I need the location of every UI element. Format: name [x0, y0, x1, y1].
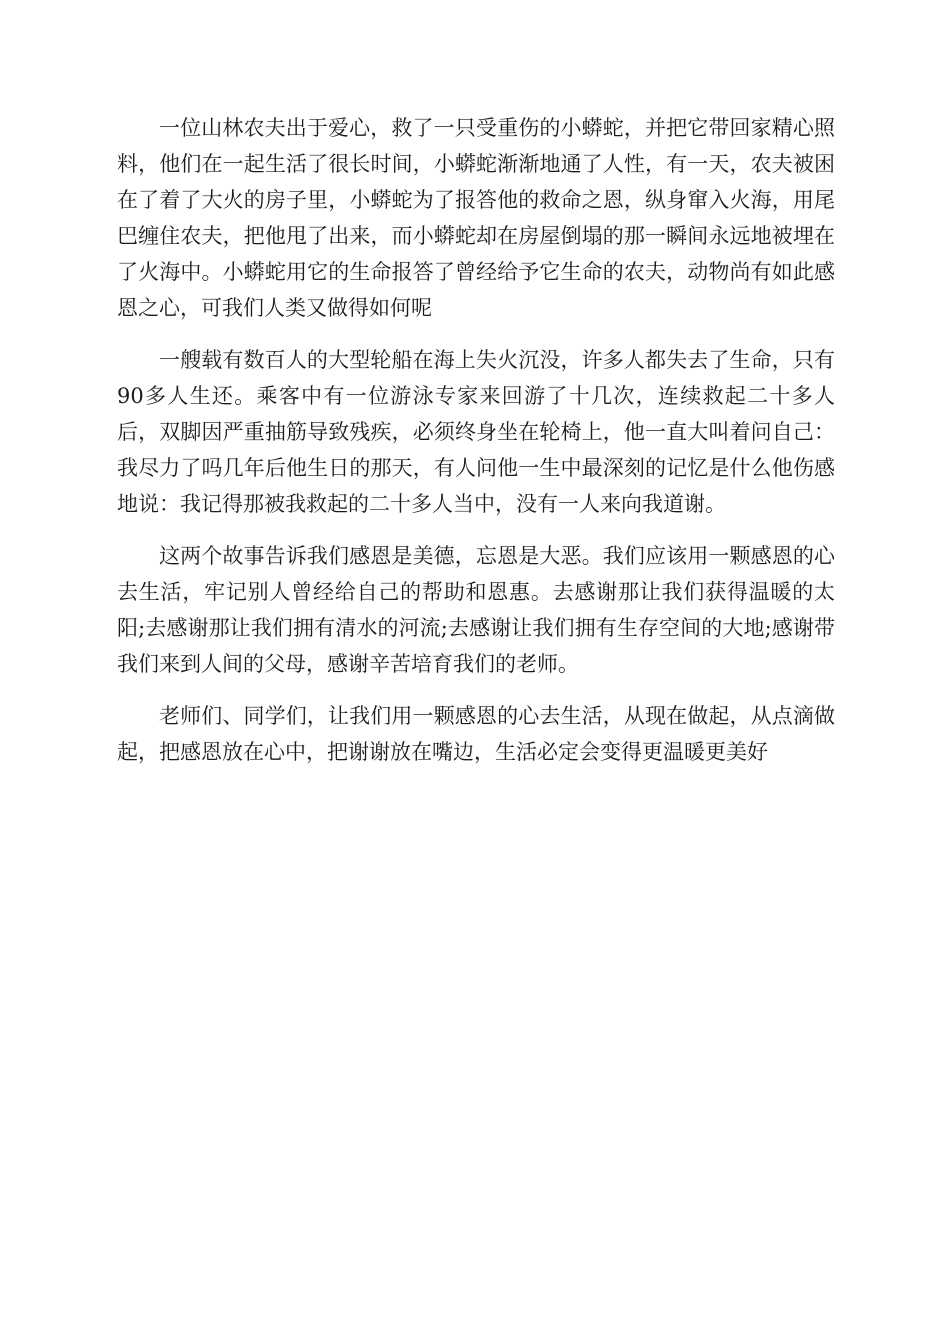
paragraph-ship-story: 一艘载有数百人的大型轮船在海上失火沉没，许多人都失去了生命，只有90多人生还。乘客中有一位游泳专家来回游了十几次，连续救起二十多人后，双脚因严重抽筋导致残疾，必须终身坐在轮椅上，他一直大叫着问自己：我尽力了吗几年后他生日的那天，有人问他一生中最深刻的记忆是什么他伤感地说：我记得那被我救起的二十多人当中，没有一人来向我道谢。 — [117, 348, 835, 516]
paragraph-gratitude-message: 这两个故事告诉我们感恩是美德，忘恩是大恶。我们应该用一颗感恩的心去生活，牢记别人曾经给自己的帮助和恩惠。去感谢那让我们获得温暖的太阳;去感谢那让我们拥有清水的河流;去感谢让我们拥有生存空间的大地;感谢带我们来到人间的父母，感谢辛苦培育我们的老师。 — [117, 544, 835, 676]
paragraph-python-story: 一位山林农夫出于爱心，救了一只受重伤的小蟒蛇，并把它带回家精心照料，他们在一起生活了很长时间，小蟒蛇渐渐地通了人性，有一天，农夫被困在了着了大火的房子里，小蟒蛇为了报答他的救命之恩，纵身窜入火海，用尾巴缠住农夫，把他甩了出来，而小蟒蛇却在房屋倒塌的那一瞬间永远地被埋在了火海中。小蟒蛇用它的生命报答了曾经给予它生命的农夫，动物尚有如此感恩之心，可我们人类又做得如何呢 — [117, 116, 835, 320]
paragraph-closing-appeal: 老师们、同学们，让我们用一颗感恩的心去生活，从现在做起，从点滴做起，把感恩放在心中，把谢谢放在嘴边，生活必定会变得更温暖更美好 — [117, 704, 835, 764]
document-body — [117, 110, 835, 786]
